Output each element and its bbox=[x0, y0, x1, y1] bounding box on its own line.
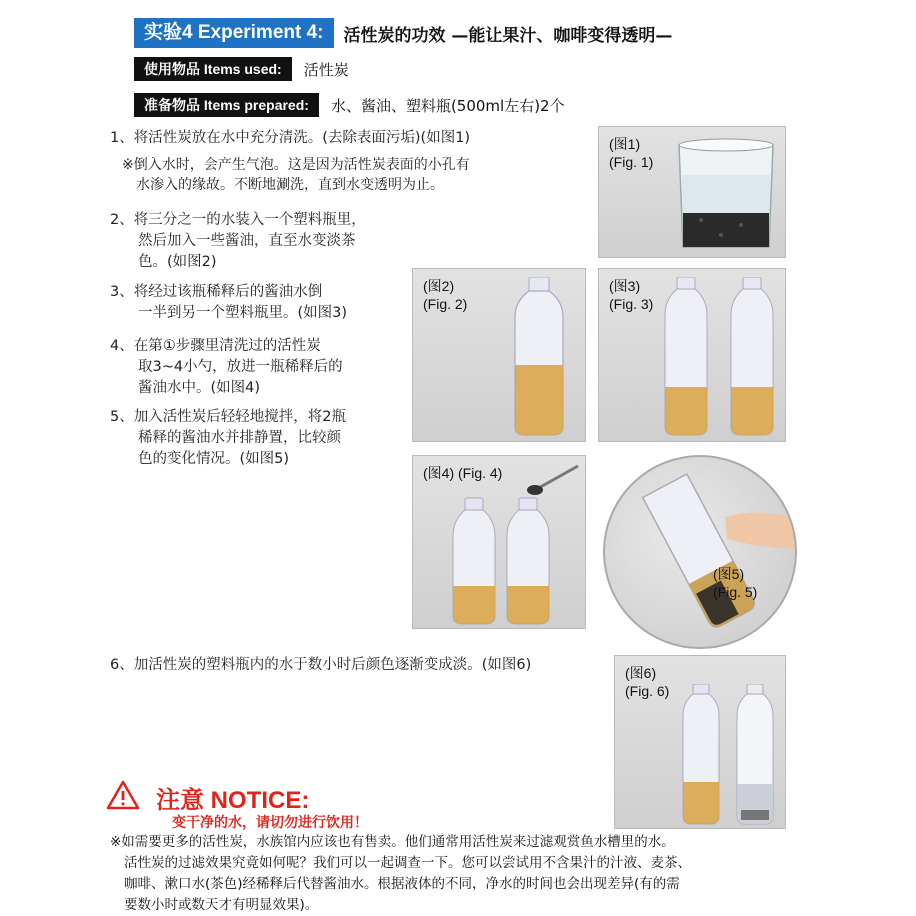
figure-label-cn: (图5) bbox=[713, 566, 745, 582]
figure-label-en: (Fig. 6) bbox=[625, 683, 670, 699]
figure-label-en: (Fig. 3) bbox=[609, 296, 654, 312]
step-line: 2、将三分之一的水装入一个塑料瓶里， bbox=[110, 212, 366, 228]
step-line: 一半到另一个塑料瓶里。(如图3) bbox=[138, 305, 348, 321]
footnote-line: 活性炭的过滤效果究竟如何呢？我们可以一起调查一下。您可以尝试用不含果汁的汁液、麦茶、 bbox=[124, 855, 691, 871]
experiment-header bbox=[134, 18, 672, 48]
step-2 bbox=[110, 210, 366, 273]
step-6 bbox=[110, 655, 531, 676]
experiment-title: 活性炭的功效 —能让果汁、咖啡变得透明— bbox=[343, 25, 673, 46]
items-used-value: 活性炭 bbox=[303, 60, 349, 79]
step-line: 酱油水中。(如图4) bbox=[138, 380, 261, 396]
items-used-row bbox=[134, 57, 349, 81]
step-line: 3、将经过该瓶稀释后的酱油水倒 bbox=[110, 284, 323, 300]
warning-triangle-icon bbox=[106, 780, 140, 810]
figure-3 bbox=[598, 268, 786, 442]
step-line: 然后加入一些酱油，直至水变淡茶 bbox=[138, 233, 356, 249]
items-prepared-label: 准备物品 Items prepared: bbox=[134, 93, 319, 117]
figure-2-label bbox=[423, 277, 467, 313]
figure-label-cn: (图3) bbox=[609, 278, 641, 294]
footnote-line: 咖啡、漱口水(茶色)经稀释后代替酱油水。根据液体的不同，净水的时间也会出现差异(有的需 bbox=[124, 876, 680, 892]
notice-title: 注意 NOTICE: bbox=[156, 787, 310, 814]
step-line: 水渗入的缘故。不断地涮洗，直到水变透明为止。 bbox=[136, 177, 444, 193]
figure-6 bbox=[614, 655, 786, 829]
step-line: 6、加活性炭的塑料瓶内的水于数小时后颜色逐渐变成淡。(如图6) bbox=[110, 657, 532, 673]
two-bottles-image bbox=[663, 277, 783, 437]
step-4 bbox=[110, 336, 343, 399]
footnote-line: 要数小时或数天才有明显效果)。 bbox=[124, 897, 319, 913]
items-prepared-row bbox=[134, 93, 565, 117]
figure-1 bbox=[598, 126, 786, 258]
figure-label-cn: (图6) bbox=[625, 665, 657, 681]
step-line: 1、将活性炭放在水中充分清洗。(去除表面污垢)(如图1) bbox=[110, 130, 471, 146]
figure-label-cn: (图1) bbox=[609, 136, 641, 152]
figure-label-en: (Fig. 1) bbox=[609, 154, 654, 170]
tilted-bottle-image bbox=[605, 457, 795, 647]
notice-subtitle: 变干净的水，请切勿进行饮用！ bbox=[172, 815, 368, 831]
footnote-line: ※如需要更多的活性炭，水族馆内应该也有售卖。他们通常用活性炭来过滤观赏鱼水槽里的水。 bbox=[110, 834, 675, 850]
figure-label-en: (Fig. 2) bbox=[423, 296, 468, 312]
figure-1-label bbox=[609, 135, 653, 171]
step-line: ※倒入水时，会产生气泡。这是因为活性炭表面的小孔有 bbox=[122, 157, 470, 173]
figure-label-cn: (图4) (Fig. 4) bbox=[423, 465, 503, 481]
step-line: 4、在第①步骤里清洗过的活性炭 bbox=[110, 338, 321, 354]
step-1 bbox=[110, 128, 470, 149]
figure-5 bbox=[603, 455, 797, 649]
experiment-badge: 实验4 Experiment 4: bbox=[134, 18, 334, 48]
items-prepared-value: 水、酱油、塑料瓶(500ml左右)2个 bbox=[330, 96, 565, 115]
figure-label-cn: (图2) bbox=[423, 278, 455, 294]
two-bottles-result-image bbox=[681, 684, 781, 826]
step-3 bbox=[110, 282, 347, 324]
step-1-note bbox=[122, 155, 470, 195]
step-line: 稀释的酱油水并排静置，比较颜 bbox=[138, 430, 341, 446]
step-line: 取3~4小勺，放进一瓶稀释后的 bbox=[138, 359, 343, 375]
figure-2 bbox=[412, 268, 586, 442]
step-line: 色。(如图2) bbox=[138, 254, 217, 270]
figure-6-label bbox=[625, 664, 669, 700]
figure-5-label bbox=[713, 565, 757, 601]
figure-3-label bbox=[609, 277, 653, 313]
bottle-image bbox=[511, 277, 567, 437]
figure-4 bbox=[412, 455, 586, 629]
beaker-image bbox=[671, 135, 781, 253]
footnote bbox=[110, 832, 900, 916]
two-bottles-spoon-image bbox=[443, 464, 583, 626]
items-used-label: 使用物品 Items used: bbox=[134, 57, 292, 81]
figure-label-en: (Fig. 5) bbox=[713, 584, 758, 600]
step-line: 5、加入活性炭后轻轻地搅拌，将2瓶 bbox=[110, 409, 346, 425]
step-line: 色的变化情况。(如图5) bbox=[138, 451, 290, 467]
step-5 bbox=[110, 407, 346, 470]
